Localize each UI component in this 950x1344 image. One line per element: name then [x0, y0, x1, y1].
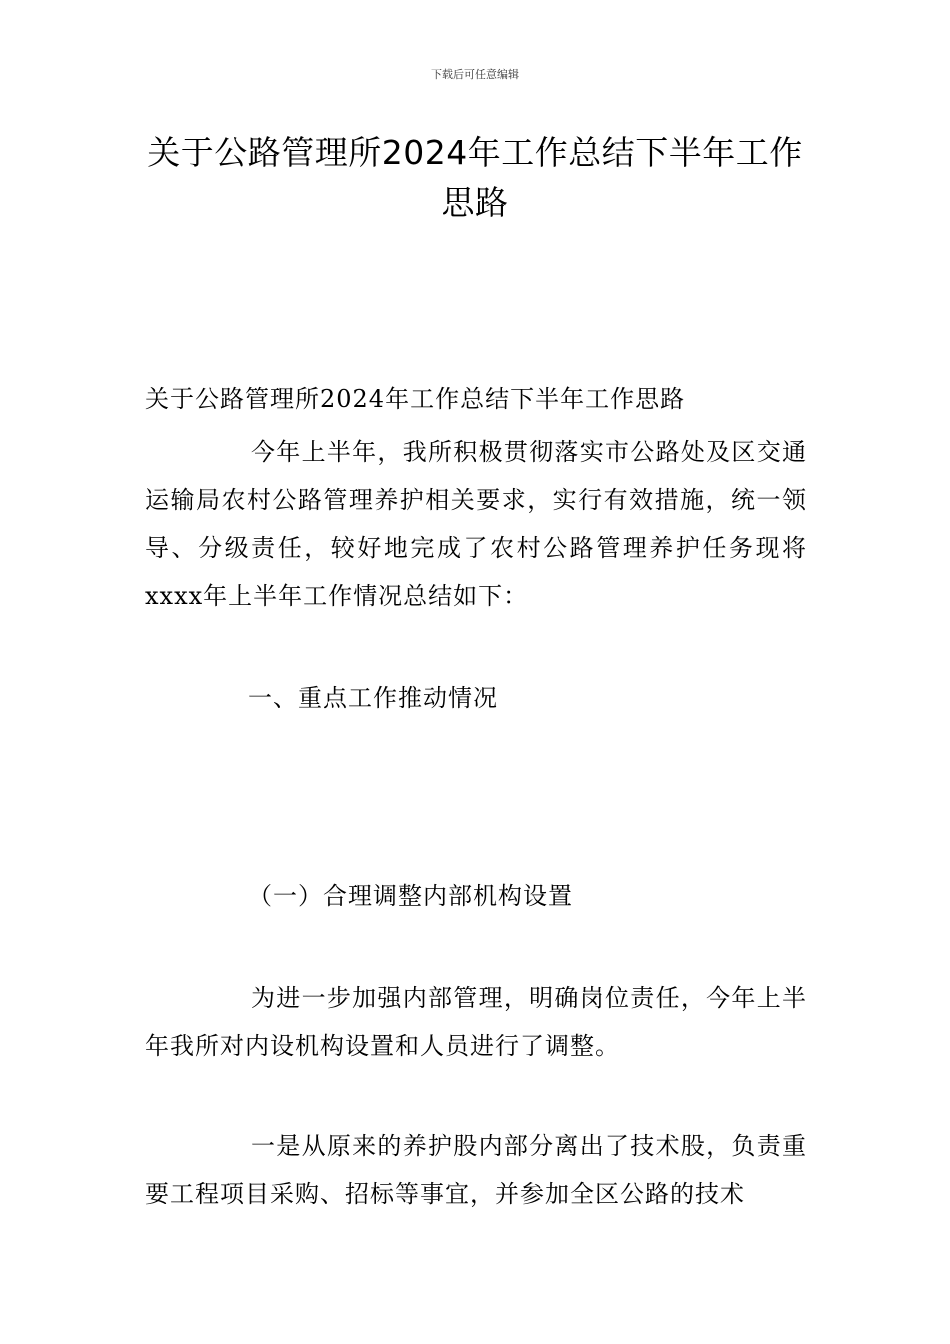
point-one-paragraph: 一是从原来的养护股内部分离出了技术股，负责重要工程项目采购、招标等事宜，并参加全区公路的技术	[145, 1132, 807, 1208]
section-heading: 一、重点工作推动情况	[248, 684, 498, 712]
document-title: 关于公路管理所2024年工作总结下半年工作思路	[147, 133, 803, 222]
header-note: 下载后可任意编辑	[431, 68, 519, 81]
subsection-paragraph: 为进一步加强内部管理，明确岗位责任，今年上半年我所对内设机构设置和人员进行了调整。	[145, 984, 807, 1060]
intro-paragraph: 今年上半年，我所积极贯彻落实市公路处及区交通运输局农村公路管理养护相关要求，实行有效措施，统一领导、分级责任，较好地完成了农村公路管理养护任务现将xxxx年上半年工作情况总结如下：	[145, 438, 807, 610]
document-subtitle: 关于公路管理所2024年工作总结下半年工作思路	[145, 385, 686, 413]
subsection-heading: （一）合理调整内部机构设置	[248, 882, 573, 910]
